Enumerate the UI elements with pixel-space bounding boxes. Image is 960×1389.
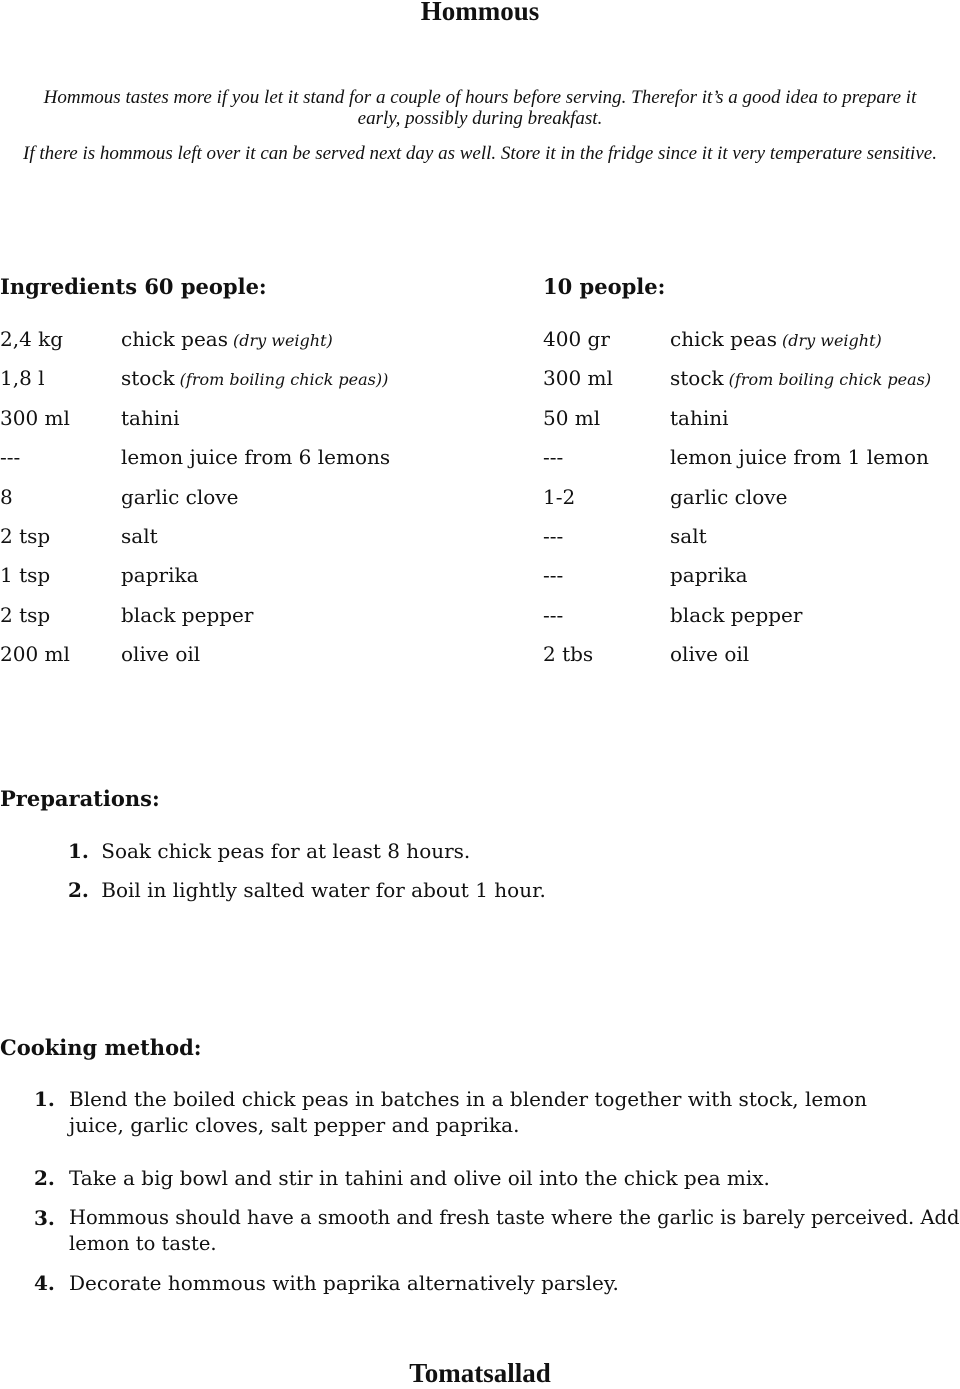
ingredient-name: tahini — [121, 405, 180, 430]
ingredient-item — [670, 603, 802, 627]
ingredient-name: black pepper — [670, 602, 803, 627]
step-number: 4. — [34, 1271, 55, 1295]
list-item — [34, 1086, 894, 1138]
list-item — [34, 1270, 934, 1296]
ingredient-quantity: --- — [543, 445, 564, 470]
list-item — [34, 1165, 934, 1191]
step-number: 2. — [34, 1166, 55, 1190]
ingredients-heading-10: 10 people: — [543, 274, 666, 299]
step-number: 3. — [34, 1206, 55, 1230]
step-text: Hommous should have a smooth and fresh taste where the garlic is barely perceived. Add lemon to taste. — [69, 1206, 960, 1255]
ingredient-quantity: 2 tbs — [543, 642, 594, 667]
ingredient-name: paprika — [670, 563, 748, 588]
ingredient-item — [121, 366, 388, 392]
ingredient-item — [121, 642, 200, 666]
ingredient-item — [670, 642, 749, 666]
intro-text — [0, 87, 960, 164]
ingredient-item — [670, 406, 729, 430]
ingredient-quantity: --- — [543, 563, 564, 588]
ingredient-quantity: 300 ml — [0, 405, 70, 430]
ingredient-quantity: --- — [543, 602, 564, 627]
ingredient-item — [670, 485, 787, 509]
ingredient-quantity: 1,8 l — [0, 366, 45, 391]
ingredient-item — [121, 327, 333, 353]
ingredient-name: stock — [670, 366, 724, 391]
ingredient-name: garlic clove — [121, 484, 239, 509]
ingredient-item — [121, 563, 199, 587]
ingredient-quantity: 1-2 — [543, 484, 576, 509]
ingredient-name: garlic clove — [670, 484, 788, 509]
ingredient-name: lemon juice from 1 lemon — [670, 445, 929, 470]
ingredient-item — [121, 603, 253, 627]
step-text: Soak chick peas for at least 8 hours. — [101, 839, 471, 863]
ingredient-quantity: --- — [0, 445, 21, 470]
ingredient-quantity: 2,4 kg — [0, 327, 64, 351]
ingredients-heading-60: Ingredients 60 people: — [0, 274, 267, 299]
ingredient-item — [121, 445, 390, 469]
ingredient-item — [670, 524, 707, 548]
ingredient-name: stock — [121, 366, 175, 391]
ingredient-name: salt — [121, 524, 158, 548]
ingredient-quantity: 200 ml — [0, 642, 70, 667]
step-text: Decorate hommous with paprika alternatively parsley. — [69, 1271, 619, 1295]
ingredient-item — [121, 406, 180, 430]
ingredient-quantity: 400 gr — [543, 327, 610, 351]
intro-paragraph-1: Hommous tastes more if you let it stand for a couple of hours before serving. Therefor it’s a good idea to prepare it early, possibly during breakfast. — [43, 87, 917, 129]
ingredient-name: olive oil — [121, 642, 201, 667]
ingredient-name: chick peas — [121, 327, 228, 351]
ingredient-item — [670, 327, 882, 353]
ingredient-name: paprika — [121, 563, 199, 588]
ingredient-item — [121, 485, 238, 509]
ingredient-note: (from boiling chick peas) — [728, 370, 932, 390]
cooking-heading: Cooking method: — [0, 1035, 202, 1060]
step-number: 2. — [68, 878, 89, 902]
step-number: 1. — [34, 1087, 55, 1111]
ingredient-item — [670, 445, 929, 469]
ingredient-note: (dry weight) — [781, 331, 882, 350]
ingredient-item — [670, 563, 748, 587]
list-item — [34, 1205, 960, 1257]
ingredient-note: (from boiling chick peas)) — [179, 370, 389, 390]
ingredient-quantity: 300 ml — [543, 366, 613, 391]
ingredient-quantity: 8 — [0, 484, 13, 509]
next-recipe-title: Tomatsallad — [409, 1358, 551, 1388]
list-item — [68, 877, 546, 903]
ingredient-quantity: 2 tsp — [0, 602, 51, 627]
step-text: Boil in lightly salted water for about 1 hour. — [101, 878, 546, 902]
preparations-heading: Preparations: — [0, 786, 160, 811]
ingredient-name: black pepper — [121, 602, 254, 627]
ingredient-quantity: 50 ml — [543, 405, 601, 430]
ingredient-name: salt — [670, 524, 707, 548]
step-number: 1. — [68, 839, 89, 863]
ingredient-name: lemon juice from 6 lemons — [121, 445, 391, 470]
step-text: Blend the boiled chick peas in batches in a blender together with stock, lemon juice, garlic cloves, salt pepper and paprika. — [69, 1087, 868, 1137]
list-item — [68, 838, 470, 864]
ingredient-item — [670, 366, 931, 392]
page-title: Hommous — [420, 0, 540, 26]
ingredient-name: tahini — [670, 405, 729, 430]
intro-paragraph-2: If there is hommous left over it can be served next day as well. Store it in the fridge since it it very temperature sensitive. — [23, 143, 937, 164]
ingredient-quantity: --- — [543, 524, 564, 548]
ingredient-quantity: 2 tsp — [0, 524, 51, 548]
ingredient-item — [121, 524, 158, 548]
ingredient-name: olive oil — [670, 642, 750, 667]
step-text: Take a big bowl and stir in tahini and olive oil into the chick pea mix. — [69, 1166, 770, 1190]
ingredient-quantity: 1 tsp — [0, 563, 51, 588]
ingredient-name: chick peas — [670, 327, 777, 351]
ingredient-note: (dry weight) — [232, 331, 333, 350]
